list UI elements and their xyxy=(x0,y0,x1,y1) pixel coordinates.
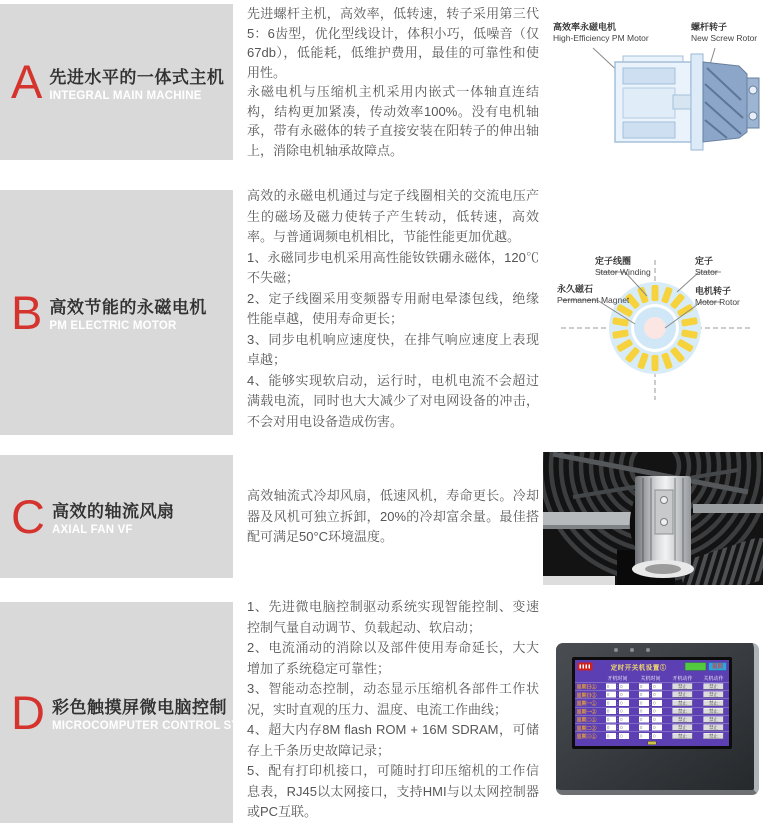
section-b-banner xyxy=(0,190,233,435)
hmi-time-cell: 0 : 0 xyxy=(601,700,634,706)
hmi-table-row xyxy=(575,699,729,707)
paragraph: 2、电流涌动的消除以及部件使用寿命延长，大大增加了系统稳定可靠性； xyxy=(247,640,539,676)
hmi-action-cell xyxy=(698,700,729,706)
section-b-text xyxy=(247,186,539,432)
hmi-disable-button: 禁止 xyxy=(704,716,724,722)
hmi-table-row xyxy=(575,732,729,740)
section-b-letter: B xyxy=(11,285,43,339)
hmi-header-cell: 开机动作 xyxy=(672,675,693,682)
hmi-action-cell xyxy=(667,716,698,722)
stator-winding-label: 定子线圈 Stator Winding xyxy=(595,256,651,277)
paragraph: 3、同步电机响应速度快，在排气响应速度上表现卓越； xyxy=(247,331,539,367)
hmi-row-label: 星期一② xyxy=(576,709,597,715)
stator-label: 定子 Stator xyxy=(695,256,718,277)
section-a-title-en: INTEGRAL MAIN MACHINE xyxy=(49,89,202,102)
permanent-magnet-label: 永久磁石 Permanent Magnet xyxy=(557,284,630,305)
hmi-table-row xyxy=(575,715,729,723)
hmi-row-label: 星期二① xyxy=(576,717,597,724)
paragraph: 2、定子线圈采用变频器专用耐电晕漆包线，绝缘性能卓越，使用寿命更长； xyxy=(247,290,539,326)
paragraph: 5、配有打印机接口，可随时打印压缩机的工作信息表，RJ45以太网接口，支持HMI与以太网控制器或PC互联。 xyxy=(247,763,539,819)
hmi-header-cell: 关机时间 xyxy=(640,675,661,682)
hmi-disable-button: 禁止 xyxy=(704,733,724,739)
section-c-title-zh: 高效的轴流风扇 xyxy=(51,502,175,521)
hmi-header-cell: 开机时间 xyxy=(607,675,628,682)
hmi-row-label: 星期一① xyxy=(576,701,597,707)
motor-rotor-label: 电机转子 Motor Rotor xyxy=(695,286,740,307)
hmi-time-cell: 0 : 0 xyxy=(634,683,667,689)
section-d-title-zh: 彩色触摸屏微电脑控制 xyxy=(51,698,227,717)
panel-indicator-dots xyxy=(614,648,650,652)
hmi-time-cell: 0 : 0 xyxy=(601,692,634,698)
hmi-action-cell xyxy=(698,692,729,698)
hmi-table-header xyxy=(575,673,729,682)
hmi-action-cell xyxy=(698,725,729,731)
hmi-time-cell: 0 : 0 xyxy=(601,725,634,731)
section-a-titles xyxy=(49,63,224,102)
hmi-action-cell xyxy=(698,708,729,714)
paragraph: 4、能够实现软启动，运行时，电机电流不会超过满载电流，同时也大大减少了对电网设备的冲击，不会对用电设备造成伤害。 xyxy=(247,372,539,429)
hmi-row-label: 星期日② xyxy=(576,692,597,699)
hmi-action-cell xyxy=(667,733,698,739)
paragraph: 先进螺杆主机，高效率，低转速，转子采用第三代5：6齿型，优化型线设计，体积小巧，低噪音（仅67db），低能耗，低维护费用，最佳的可靠性和使用性。 xyxy=(247,6,539,80)
paragraph: 高效的永磁电机通过与定子线圈相关的交流电压产生的磁场及磁力使转子产生转动，低转速，高效率。与普通调频电机相比，节能性能更加优越。 xyxy=(247,188,539,244)
hmi-disable-button: 禁止 xyxy=(673,700,693,706)
hmi-time-cell: 0 : 0 xyxy=(634,716,667,722)
section-b-title-en: PM ELECTRIC MOTOR xyxy=(49,320,177,332)
paragraph: 永磁电机与压缩机主机采用内嵌式一体轴直连结构，结构更加紧凑，传动效率100%。没有电机轴承，带有永磁体的转子直接安装在阳转子的伸出轴上，消除电机轴承故障点。 xyxy=(247,84,539,158)
hmi-action-cell xyxy=(667,708,698,714)
axial-fan-photo-drawing xyxy=(543,452,763,585)
hmi-disable-button: 禁止 xyxy=(704,725,724,731)
hmi-action-cell xyxy=(698,733,729,739)
hmi-back-button: 返回 xyxy=(709,663,727,671)
hmi-table-row xyxy=(575,690,729,698)
section-a-text xyxy=(247,4,539,160)
hmi-row-label: 星期日① xyxy=(576,684,597,691)
hmi-green-button xyxy=(685,663,706,671)
hmi-table-body xyxy=(575,682,729,740)
hmi-row-label: 星期三① xyxy=(576,734,597,740)
pm-motor-label: 高效率永磁电机 High-Efficiency PM Motor xyxy=(553,22,649,43)
hmi-disable-button: 禁止 xyxy=(673,683,693,689)
coupling-flange-shape xyxy=(691,54,703,150)
hmi-table-row xyxy=(575,707,729,715)
section-d-banner xyxy=(0,602,273,823)
section-b-titles xyxy=(49,293,207,332)
hmi-header-cell: 关机动作 xyxy=(703,675,724,682)
hmi-row-label: 星期二② xyxy=(576,725,597,732)
hmi-disable-button: 禁止 xyxy=(673,733,693,739)
section-d-text xyxy=(247,597,539,823)
paragraph: 1、永磁同步电机采用高性能钕铁硼永磁体，120℃不失磁； xyxy=(247,249,539,285)
section-c-banner xyxy=(0,455,233,578)
hmi-time-cell: 0 : 0 xyxy=(601,733,634,739)
section-c-letter: C xyxy=(11,489,45,543)
hmi-action-cell xyxy=(667,683,698,689)
integral-machine-diagram xyxy=(543,4,763,170)
hmi-action-cell xyxy=(667,692,698,698)
hmi-time-cell: 0 : 0 xyxy=(601,716,634,722)
hmi-time-cell: 0 : 0 xyxy=(634,708,667,714)
hmi-disable-button: 禁止 xyxy=(673,708,693,714)
hmi-table-row xyxy=(575,723,729,731)
fan-motor-shape xyxy=(632,476,694,578)
hmi-screen xyxy=(572,657,732,749)
hmi-time-cell: 0 : 0 xyxy=(601,683,634,689)
hmi-time-cell: 0 : 0 xyxy=(601,708,634,714)
hmi-action-cell xyxy=(698,716,729,722)
section-c-title-en: AXIAL FAN VF xyxy=(51,524,133,536)
hmi-time-cell: 0 : 0 xyxy=(634,733,667,739)
hmi-disable-button: 禁止 xyxy=(673,692,693,698)
hmi-disable-button: 禁止 xyxy=(704,692,724,698)
hmi-screen-title: 定时开关机设置① xyxy=(610,663,667,671)
hmi-disable-button: 禁止 xyxy=(704,708,724,714)
hmi-screen-content xyxy=(575,660,729,746)
hmi-time-cell: 0 : 0 xyxy=(634,692,667,698)
hmi-footer xyxy=(575,740,729,747)
section-b-title-zh: 高效节能的永磁电机 xyxy=(49,298,207,317)
section-a-banner xyxy=(0,4,233,160)
section-a-title-zh: 先进水平的一体式主机 xyxy=(49,67,225,87)
motor-cross-section-drawing xyxy=(553,228,763,413)
hmi-time-cell: 0 : 0 xyxy=(634,725,667,731)
hmi-disable-button: 禁止 xyxy=(673,716,693,722)
hmi-table-row xyxy=(575,682,729,690)
section-d-title-en: MICROCOMPUTER CONTROL SYSTEM xyxy=(51,720,273,732)
screw-rotor-shape xyxy=(703,62,759,142)
section-c-titles xyxy=(52,497,175,536)
section-d-titles xyxy=(52,693,272,732)
screw-rotor-label: 螺杆转子 New Screw Rotor xyxy=(691,22,758,43)
hmi-action-cell xyxy=(698,683,729,689)
paragraph: 3、智能动态控制，动态显示压缩机各部件工作状况，实时直观的压力、温度、电流工作曲线； xyxy=(247,681,539,717)
paragraph: 高效轴流式冷却风扇，低速风机，寿命更长。冷却器及风机可独立拆卸，20%的冷却富余量。最佳搭配可满足50°C环境温度。 xyxy=(247,488,539,544)
pm-motor-cross-section-diagram xyxy=(553,228,763,413)
section-d-letter: D xyxy=(11,685,45,739)
hmi-disable-button: 禁止 xyxy=(704,700,724,706)
hmi-footer-logo xyxy=(648,741,657,745)
hmi-brand-logo xyxy=(578,663,593,671)
hmi-action-cell xyxy=(667,725,698,731)
touch-screen-controller-photo xyxy=(556,643,759,795)
axial-fan-photo xyxy=(543,452,763,585)
hmi-time-cell: 0 : 0 xyxy=(634,700,667,706)
hmi-title-bar xyxy=(575,660,729,673)
hmi-disable-button: 禁止 xyxy=(704,683,724,689)
section-a-letter: A xyxy=(11,55,43,109)
paragraph: 1、先进微电脑控制驱动系统实现智能控制、变速控制气量自动调节、负载起动、软启动； xyxy=(247,599,539,635)
paragraph: 4、超大内存8M flash ROM + 16M SDRAM，可储存上千条历史故障记录； xyxy=(247,722,539,758)
section-c-text xyxy=(247,486,539,548)
hmi-action-cell xyxy=(667,700,698,706)
hmi-disable-button: 禁止 xyxy=(673,725,693,731)
